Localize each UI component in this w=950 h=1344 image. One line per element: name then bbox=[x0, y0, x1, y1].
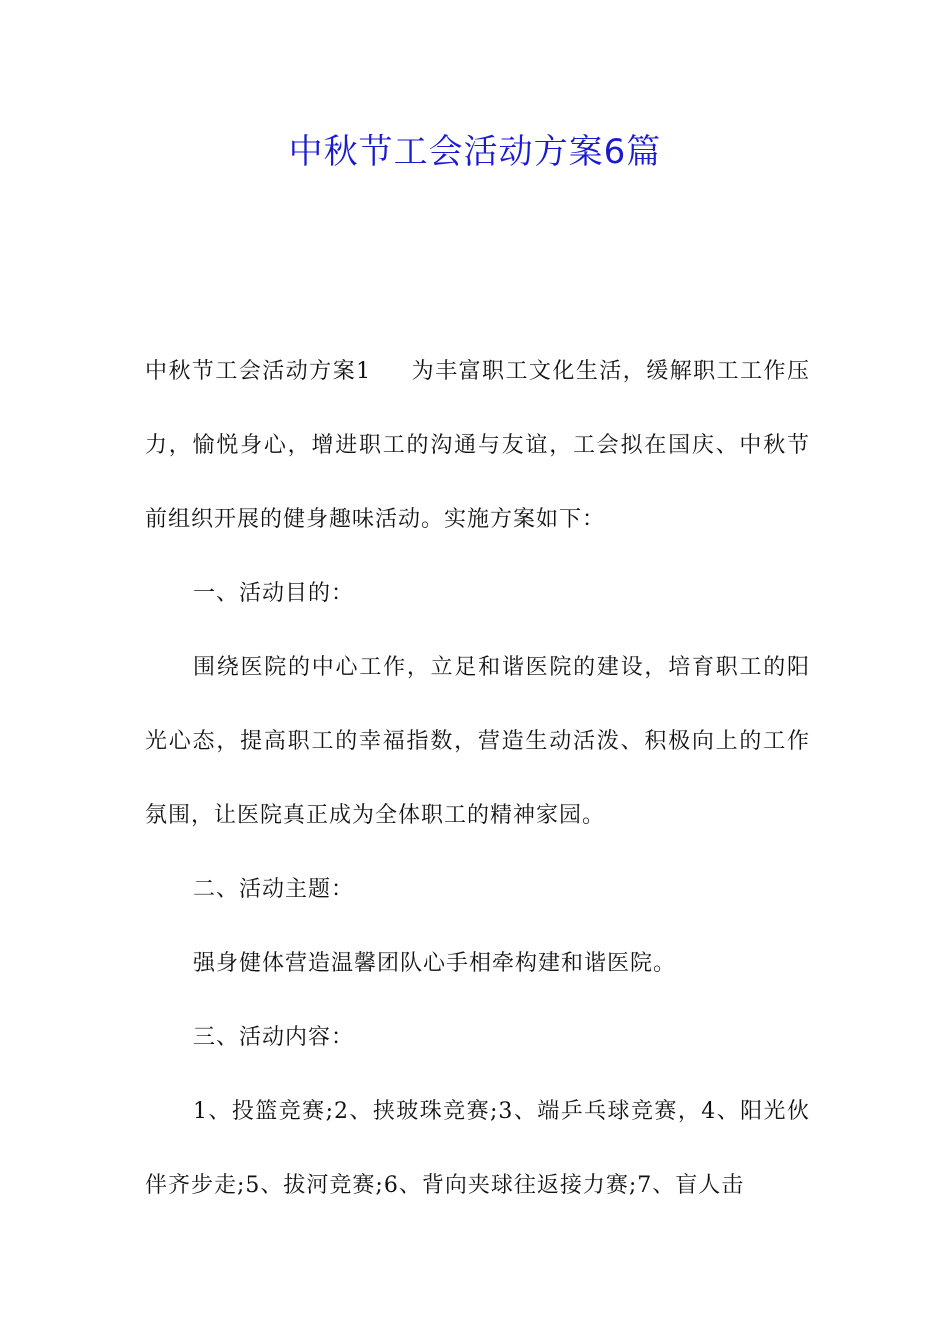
intro-text: 为丰富职工文化生活，缓解职工工作压力，愉悦身心，增进职工的沟通与友谊，工会拟在国庆、中秋节前组织开展的健身趣味活动。实施方案如下： bbox=[145, 359, 810, 532]
paragraph-theme: 强身健体营造温馨团队心手相牵构建和谐医院。 bbox=[193, 951, 677, 976]
section-heading-content: 三、活动内容： bbox=[193, 1025, 355, 1050]
section-heading-theme: 二、活动主题： bbox=[193, 877, 355, 902]
intro-heading: 中秋节工会活动方案1 bbox=[145, 359, 372, 384]
section-heading-purpose: 一、活动目的： bbox=[193, 581, 355, 606]
paragraph-purpose: 围绕医院的中心工作，立足和谐医院的建设，培育职工的阳光心态，提高职工的幸福指数，营造生动活泼、积极向上的工作氛围，让医院真正成为全体职工的精神家园。 bbox=[145, 655, 810, 828]
intro-paragraph bbox=[145, 335, 810, 557]
paragraph-content: 1、投篮竞赛;2、挟玻珠竞赛;3、端乒乓球竞赛，4、阳光伙伴齐步走;5、拔河竞赛;6、背向夹球往返接力赛;7、盲人击 bbox=[145, 1099, 810, 1198]
document-body bbox=[145, 335, 810, 1223]
document-title: 中秋节工会活动方案6篇 bbox=[288, 132, 662, 172]
